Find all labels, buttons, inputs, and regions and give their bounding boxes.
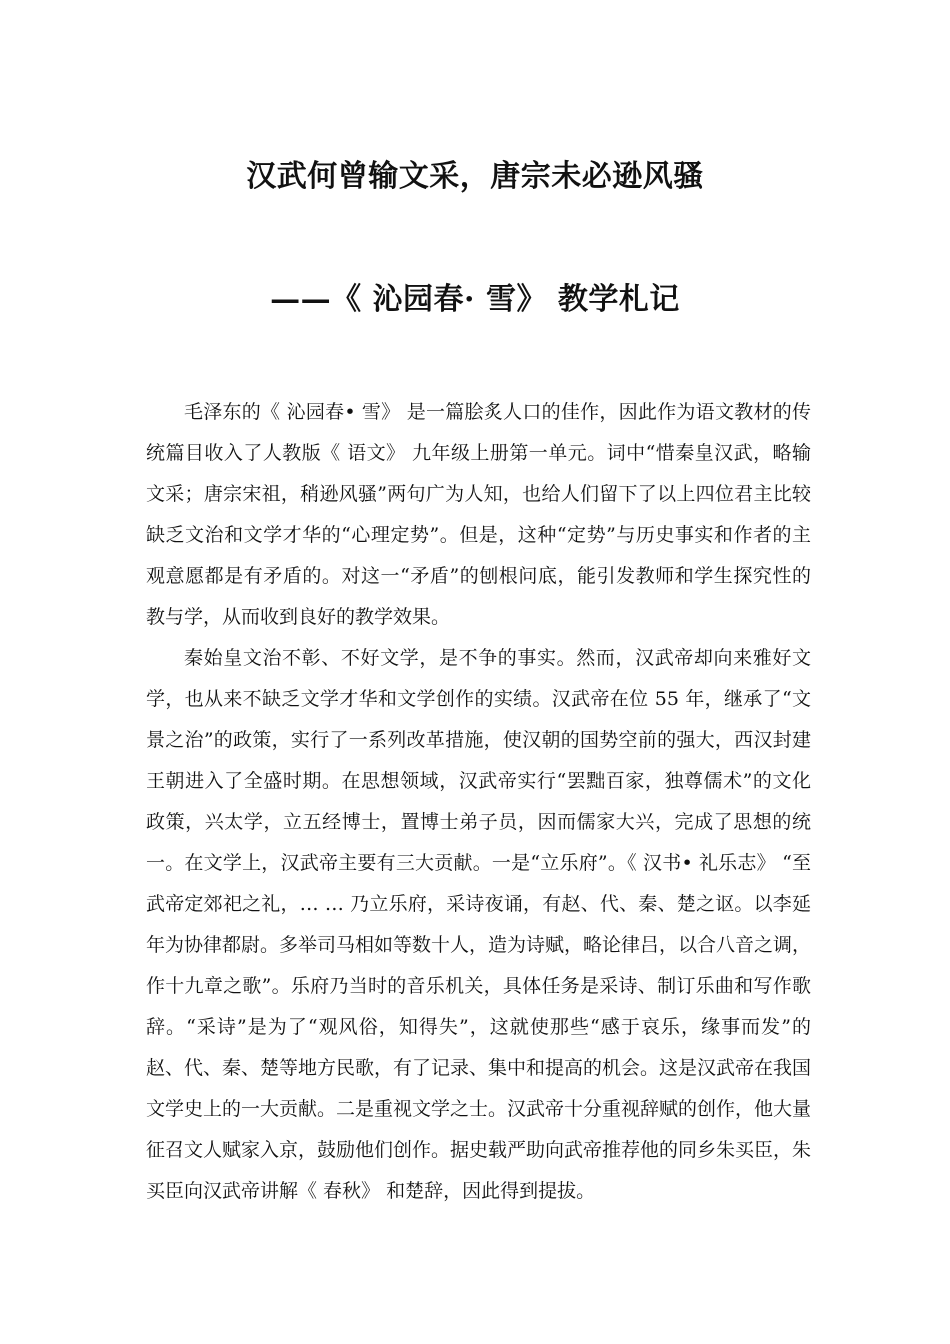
paragraph: 毛泽东的《 沁园春• 雪》 是一篇脍炙人口的佳作，因此作为语文教材的传统篇目收入了人教版《 语文》 九年级上册第一单元。词中“惜秦皇汉武，略输文采；唐宗宋祖，稍逊风骚”两句广为人知，也给人们留下了以上四位君主比较缺乏文治和文学才华的“心理定势”。但是，这种“定势”与历史事实和作者的主观意愿都是有矛盾的。对这一“矛盾”的刨根问底，能引发教师和学生探究性的教与学，从而收到良好的教学效果。	[146, 401, 811, 628]
document-subtitle: ——《 沁园春· 雪》 教学札记	[270, 282, 680, 317]
paragraph: 秦始皇文治不彰、不好文学，是不争的事实。然而，汉武帝却向来雅好文学，也从来不缺乏文学才华和文学创作的实绩。汉武帝在位 55 年，继承了“文景之治”的政策，实行了一系列改革措施，使汉朝的国势空前的强大，西汉封建王朝进入了全盛时期。在思想领域，汉武帝实行“罢黜百家，独尊儒术”的文化政策，兴太学，立五经博士，置博士弟子员，因而儒家大兴，完成了思想的统一。在文学上，汉武帝主要有三大贡献。一是“立乐府”。《 汉书• 礼乐志》 “至武帝定郊祀之礼，… … 乃立乐府，采诗夜诵，有赵、代、秦、楚之讴。以李延年为协律都尉。多举司马相如等数十人，造为诗赋，略论律吕，以合八音之调，作十九章之歌”。乐府乃当时的音乐机关，具体任务是采诗、制订乐曲和写作歌辞。“采诗”是为了“观风俗，知得失”，这就使那些“感于哀乐，缘事而发”的赵、代、秦、楚等地方民歌，有了记录、集中和提高的机会。这是汉武帝在我国文学史上的一大贡献。二是重视文学之士。汉武帝十分重视辞赋的创作，他大量征召文人赋家入京，鼓励他们创作。据史载严助向武帝推荐他的同乡朱买臣，朱买臣向汉武帝讲解《 春秋》 和楚辞，因此得到提拔。	[146, 647, 812, 1202]
document-title: 汉武何曾输文采，唐宗未必逊风骚	[246, 159, 704, 194]
document-body	[146, 392, 811, 1212]
